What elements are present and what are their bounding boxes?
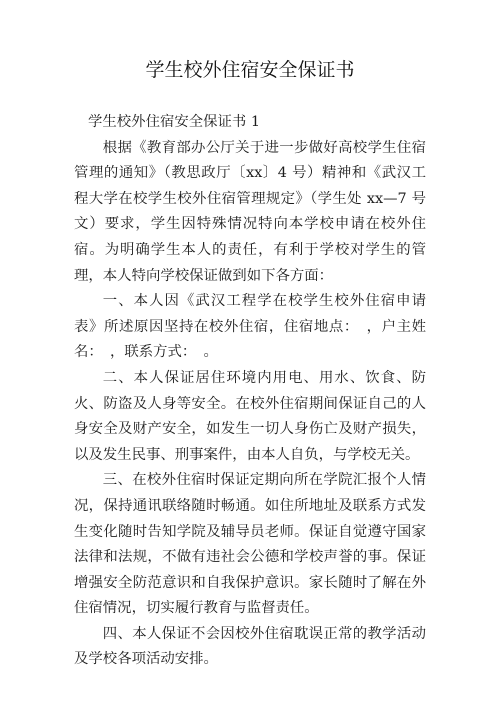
document-subtitle: 学生校外住宿安全保证书 1 <box>88 114 261 130</box>
paragraph-item-2: 二、本人保证居住环境内用电、用水、饮食、防火、防盗及人身等安全。在校外住宿期间保证自己的人身安全及财产安全，如发生一切人身伤亡及财产损失，以及发生民事、刑事案件，由本人自负，与学校无关。 <box>74 369 426 463</box>
document-title: 学生校外住宿安全保证书 <box>145 59 355 81</box>
paragraph-item-4: 四、本人保证不会因校外住宿耽误正常的教学活动及学校各项活动安排。 <box>74 625 426 668</box>
document-body <box>74 110 426 673</box>
paragraph-item-3: 三、在校外住宿时保证定期向所在学院汇报个人情况，保持通讯联络随时畅通。如住所地址及联系方式发生变化随时告知学院及辅导员老师。保证自觉遵守国家法律和法规，不做有违社会公德和学校声誉的事。保证增强安全防范意识和自我保护意识。家长随时了解在外住宿情况，切实履行教育与监督责任。 <box>74 472 426 617</box>
paragraph-item-1: 一、本人因《武汉工程学在校学生校外住宿申请表》所述原因坚持在校外住宿，住宿地点： ，户主姓名： ，联系方式： 。 <box>74 293 426 361</box>
paragraph-intro: 根据《教育部办公厅关于进一步做好高校学生住宿管理的通知》（教思政厅〔xx〕4 号）精神和《武汉工程大学在校学生校外住宿管理规定》（学生处 xx—7 号文）要求，学生因特殊情况特向本学校申请在校外住宿。为明确学生本人的责任，有利于学校对学生的管理，本人特向学校保证做到如下各方面： <box>74 139 426 284</box>
